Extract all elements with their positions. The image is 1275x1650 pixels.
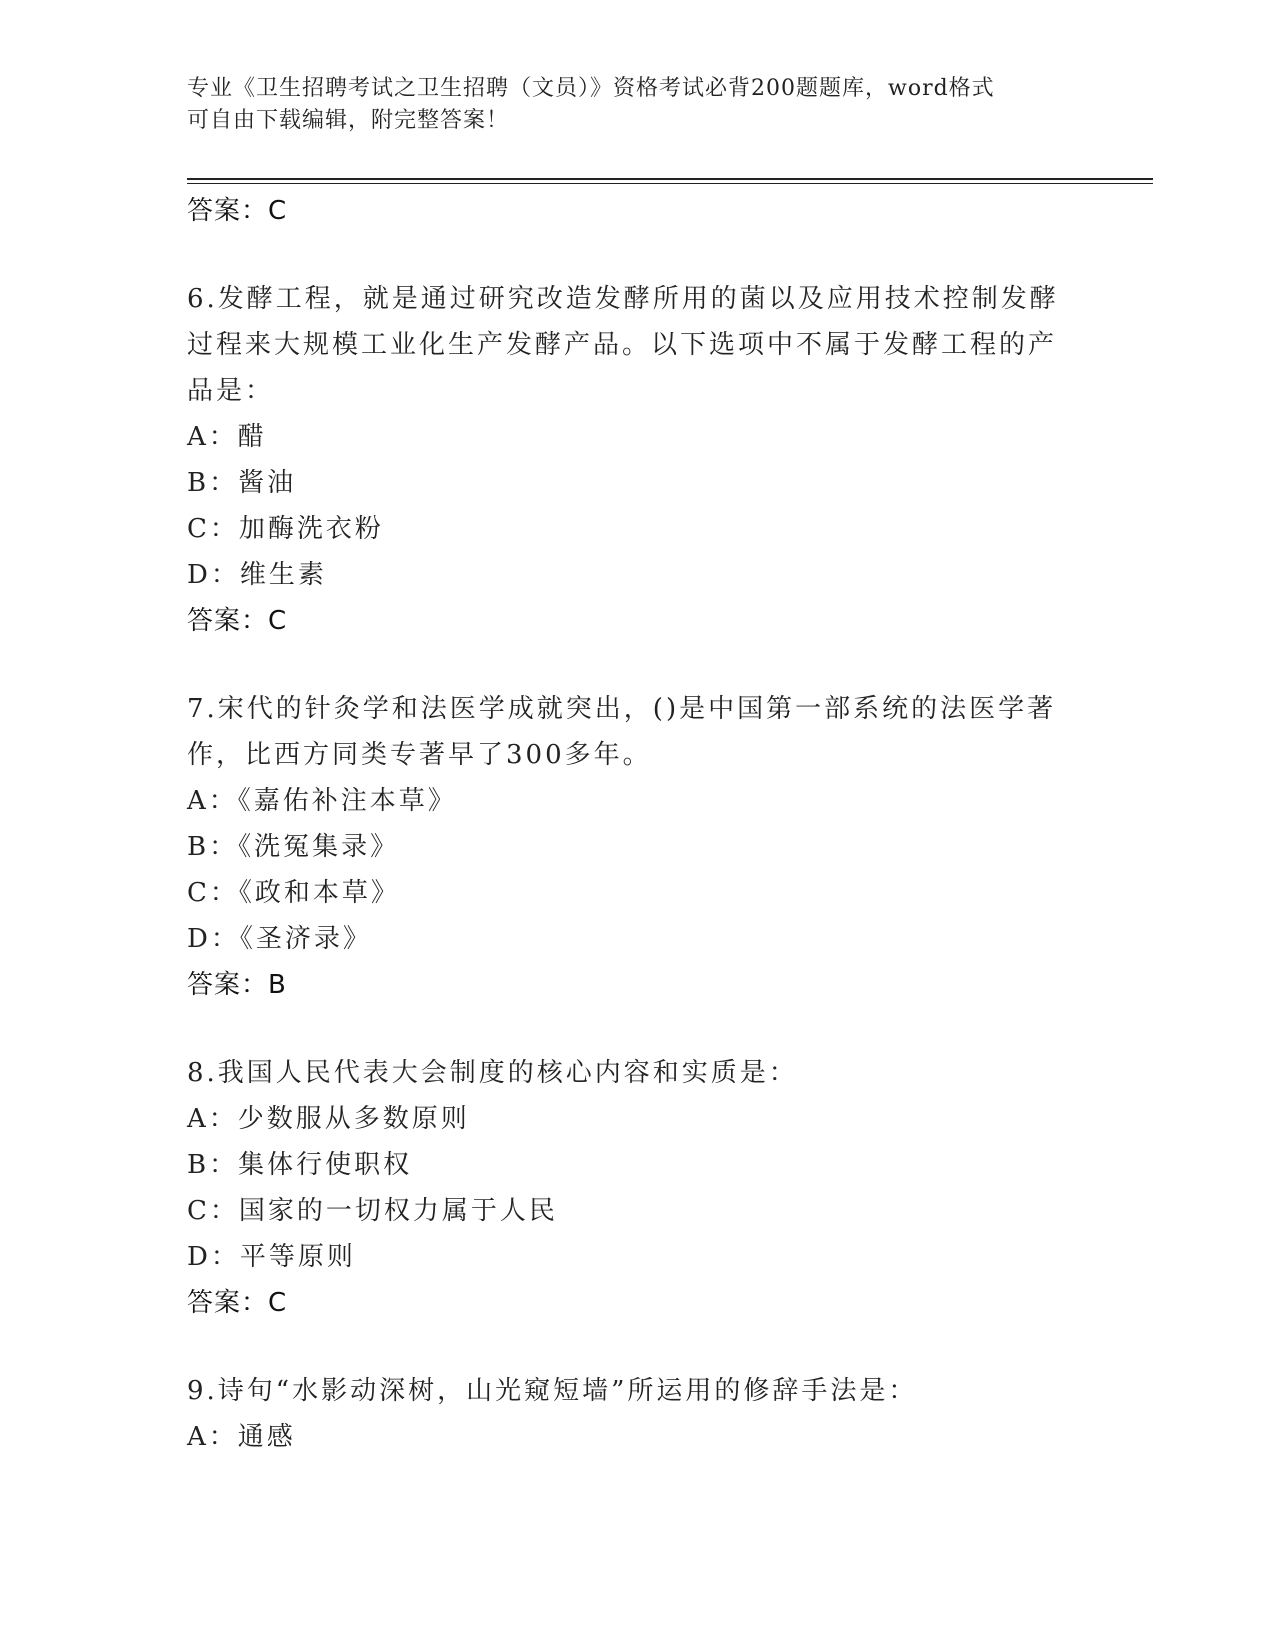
question-list bbox=[187, 188, 1067, 1460]
option-b: B：酱油 bbox=[187, 468, 297, 498]
answer-previous: 答案：C bbox=[187, 196, 288, 226]
option-b: B：集体行使职权 bbox=[187, 1150, 413, 1180]
option-d: D：《圣济录》 bbox=[187, 924, 372, 954]
answer: 答案：C bbox=[187, 1288, 288, 1318]
answer: 答案：B bbox=[187, 970, 287, 1000]
option-a: A：《嘉佑补注本草》 bbox=[187, 786, 457, 816]
header-rule-thick bbox=[187, 178, 1153, 180]
answer: 答案：C bbox=[187, 606, 288, 636]
header-line-2: 可自由下载编辑，附完整答案！ bbox=[187, 108, 510, 133]
option-d: D：平等原则 bbox=[187, 1242, 356, 1272]
spacer bbox=[187, 644, 1067, 686]
question-text: 7.宋代的针灸学和法医学成就突出，()是中国第一部系统的法医学著作，比西方同类专著早了300多年。 bbox=[187, 694, 1057, 770]
spacer bbox=[187, 1326, 1067, 1368]
option-a: A：少数服从多数原则 bbox=[187, 1104, 470, 1134]
option-d: D：维生素 bbox=[187, 560, 327, 590]
option-b: B：《洗冤集录》 bbox=[187, 832, 400, 862]
question-block-9 bbox=[187, 1368, 1067, 1460]
option-c: C：《政和本草》 bbox=[187, 878, 400, 908]
question-text: 8.我国人民代表大会制度的核心内容和实质是： bbox=[187, 1058, 798, 1088]
document-header bbox=[187, 73, 1067, 137]
spacer bbox=[187, 1008, 1067, 1050]
option-c: C：国家的一切权力属于人民 bbox=[187, 1196, 558, 1226]
question-block-8 bbox=[187, 1050, 1067, 1326]
option-c: C：加酶洗衣粉 bbox=[187, 514, 384, 544]
question-text: 6.发酵工程，就是通过研究改造发酵所用的菌以及应用技术控制发酵过程来大规模工业化生产发酵产品。以下选项中不属于发酵工程的产品是： bbox=[187, 284, 1059, 406]
question-block-6 bbox=[187, 276, 1067, 644]
option-a: A：通感 bbox=[187, 1422, 296, 1452]
option-a: A：醋 bbox=[187, 422, 267, 452]
header-line-1: 专业《卫生招聘考试之卫生招聘（文员）》资格考试必背200题题库，word格式 bbox=[187, 76, 995, 101]
question-text: 9.诗句“水影动深树，山光窥短墙”所运用的修辞手法是： bbox=[187, 1376, 918, 1406]
header-rule-thin bbox=[187, 183, 1153, 184]
question-block-7 bbox=[187, 686, 1067, 1008]
spacer bbox=[187, 234, 1067, 276]
